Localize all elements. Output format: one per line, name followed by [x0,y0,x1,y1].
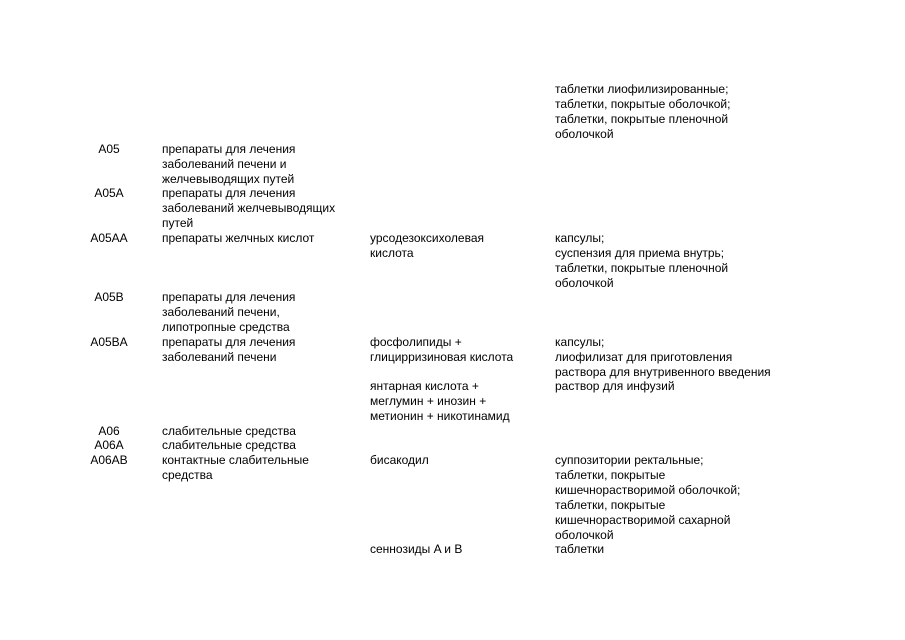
drug-name-cell: сеннозиды A и B [370,542,463,556]
group-name-cell: слабительные средства [162,438,296,452]
atc-code-cell: A05BA [90,335,128,349]
group-name-cell: препараты для лечения заболеваний печени, липотропные средства [162,290,296,334]
atc-code-cell: A06 [98,424,120,438]
drug-name-cell: бисакодил [370,453,429,467]
dosage-form-cell: раствор для инфузий [555,379,675,393]
atc-code-cell: A06A [94,438,124,452]
dosage-form-cell: таблетки [555,542,605,556]
atc-code-cell: A05B [94,290,124,304]
dosage-form-cell: капсулы; суспензия для приема внутрь; таблетки, покрытые пленочной оболочкой [555,231,729,290]
dosage-form-cell: капсулы; лиофилизат для приготовления раствора для внутривенного введения [555,335,771,379]
group-name-cell: контактные слабительные средства [162,453,309,482]
group-name-cell: слабительные средства [162,424,296,438]
atc-code-cell: A05 [98,142,120,156]
group-name-cell: препараты желчных кислот [162,231,315,245]
atc-code-cell: A05AA [90,231,128,245]
group-name-cell: препараты для лечения заболеваний печени [162,335,296,364]
drug-name-cell: урсодезоксихолевая кислота [370,231,484,260]
dosage-form-cell: суппозитории ректальные; таблетки, покрытые кишечнорастворимой оболочкой; таблетки, покрытые кишечнорастворимой сахарной оболочкой [555,453,741,542]
group-name-cell: препараты для лечения заболеваний печени и желчевыводящих путей [162,142,296,186]
atc-code-cell: A06AB [90,453,128,467]
atc-code-cell: A05A [94,186,124,200]
drug-name-cell: фосфолипиды + глицирризиновая кислота [370,335,514,364]
dosage-form-cell: таблетки лиофилизированные; таблетки, покрытые оболочкой; таблетки, покрытые пленочной оболочкой [555,82,731,141]
group-name-cell: препараты для лечения заболеваний желчевыводящих путей [162,186,336,230]
drug-name-cell: янтарная кислота + меглумин + инозин + метионин + никотинамид [370,379,510,423]
